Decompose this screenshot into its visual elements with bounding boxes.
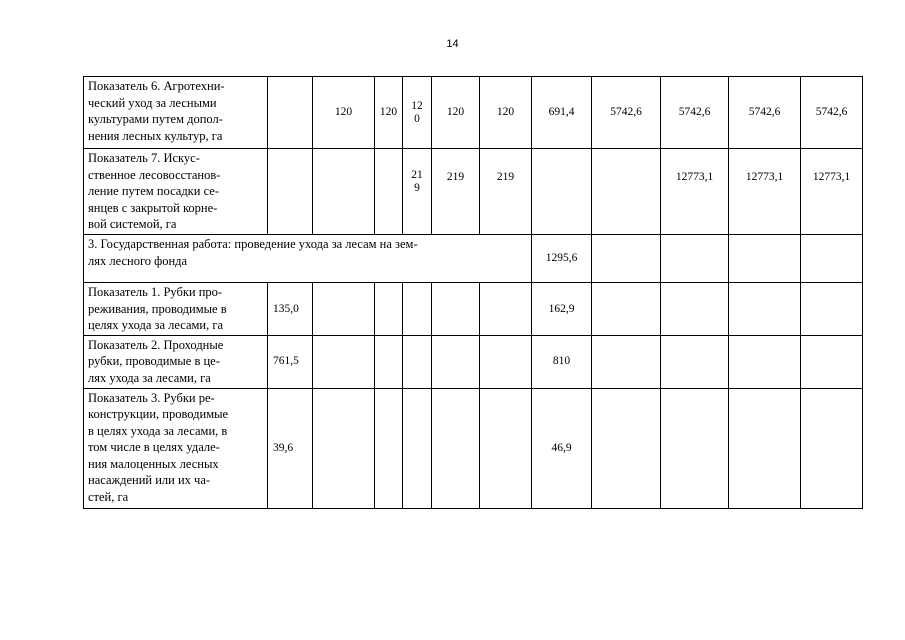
cell [729, 283, 801, 336]
cell [661, 235, 729, 283]
cell [375, 388, 403, 508]
table-row [84, 77, 863, 149]
cell [375, 283, 403, 336]
cell [313, 283, 375, 336]
cell: 1295,6 [532, 235, 592, 283]
cell [313, 388, 375, 508]
table-row [84, 283, 863, 336]
cell: 46,9 [532, 388, 592, 508]
table-row [84, 235, 863, 283]
cell [801, 235, 863, 283]
row-label: Показатель 3. Рубки ре- конструкции, проводимые в целях ухода за лесами, в том числе в целях удале- ния малоценных лесных насаждений или их ча- стей, га [84, 388, 268, 508]
cell [403, 335, 432, 388]
cell: 120 [432, 77, 480, 149]
cell [661, 335, 729, 388]
cell [403, 283, 432, 336]
cell [801, 283, 863, 336]
cell [729, 388, 801, 508]
cell [480, 283, 532, 336]
table-row [84, 335, 863, 388]
cell [661, 388, 729, 508]
cell [432, 335, 480, 388]
table-row [84, 149, 863, 235]
cell: 12773,1 [661, 149, 729, 235]
cell [592, 335, 661, 388]
cell [313, 335, 375, 388]
row-label: Показатель 7. Искус- ственное лесовосстанов- ление путем посадки се- янцев с закрытой корне- вой системой, га [84, 149, 268, 235]
cell [268, 149, 313, 235]
cell: 810 [532, 335, 592, 388]
cell: 761,5 [268, 335, 313, 388]
cell [661, 283, 729, 336]
row-label: Показатель 1. Рубки про- реживания, проводимые в целях ухода за лесами, га [84, 283, 268, 336]
cell [480, 388, 532, 508]
data-table [83, 76, 863, 509]
cell [592, 235, 661, 283]
cell [313, 149, 375, 235]
cell: 5742,6 [592, 77, 661, 149]
cell: 219 [432, 149, 480, 235]
cell: 21 9 [403, 149, 432, 235]
cell: 120 [313, 77, 375, 149]
cell [592, 149, 661, 235]
cell [801, 335, 863, 388]
cell: 39,6 [268, 388, 313, 508]
cell: 135,0 [268, 283, 313, 336]
cell [432, 283, 480, 336]
cell [268, 77, 313, 149]
cell: 120 [480, 77, 532, 149]
cell: 5742,6 [729, 77, 801, 149]
cell: 120 [375, 77, 403, 149]
row-label: Показатель 2. Проходные рубки, проводимые в це- лях ухода за лесами, га [84, 335, 268, 388]
cell: 12773,1 [801, 149, 863, 235]
cell: 162,9 [532, 283, 592, 336]
cell [375, 335, 403, 388]
page-number: 14 [446, 38, 459, 50]
cell [729, 335, 801, 388]
cell [592, 388, 661, 508]
row-label: Показатель 6. Агротехни- ческий уход за лесными культурами путем допол- нения лесных культур, га [84, 77, 268, 149]
cell [532, 149, 592, 235]
cell: 219 [480, 149, 532, 235]
cell: 12 0 [403, 77, 432, 149]
cell [480, 335, 532, 388]
cell [801, 388, 863, 508]
cell [432, 388, 480, 508]
cell [375, 149, 403, 235]
cell [592, 283, 661, 336]
cell: 12773,1 [729, 149, 801, 235]
cell: 5742,6 [661, 77, 729, 149]
cell: 5742,6 [801, 77, 863, 149]
cell [403, 388, 432, 508]
table-row [84, 388, 863, 508]
section-heading: 3. Государственная работа: проведение ухода за лесам на зем- лях лесного фонда [84, 235, 532, 283]
cell [729, 235, 801, 283]
cell: 691,4 [532, 77, 592, 149]
